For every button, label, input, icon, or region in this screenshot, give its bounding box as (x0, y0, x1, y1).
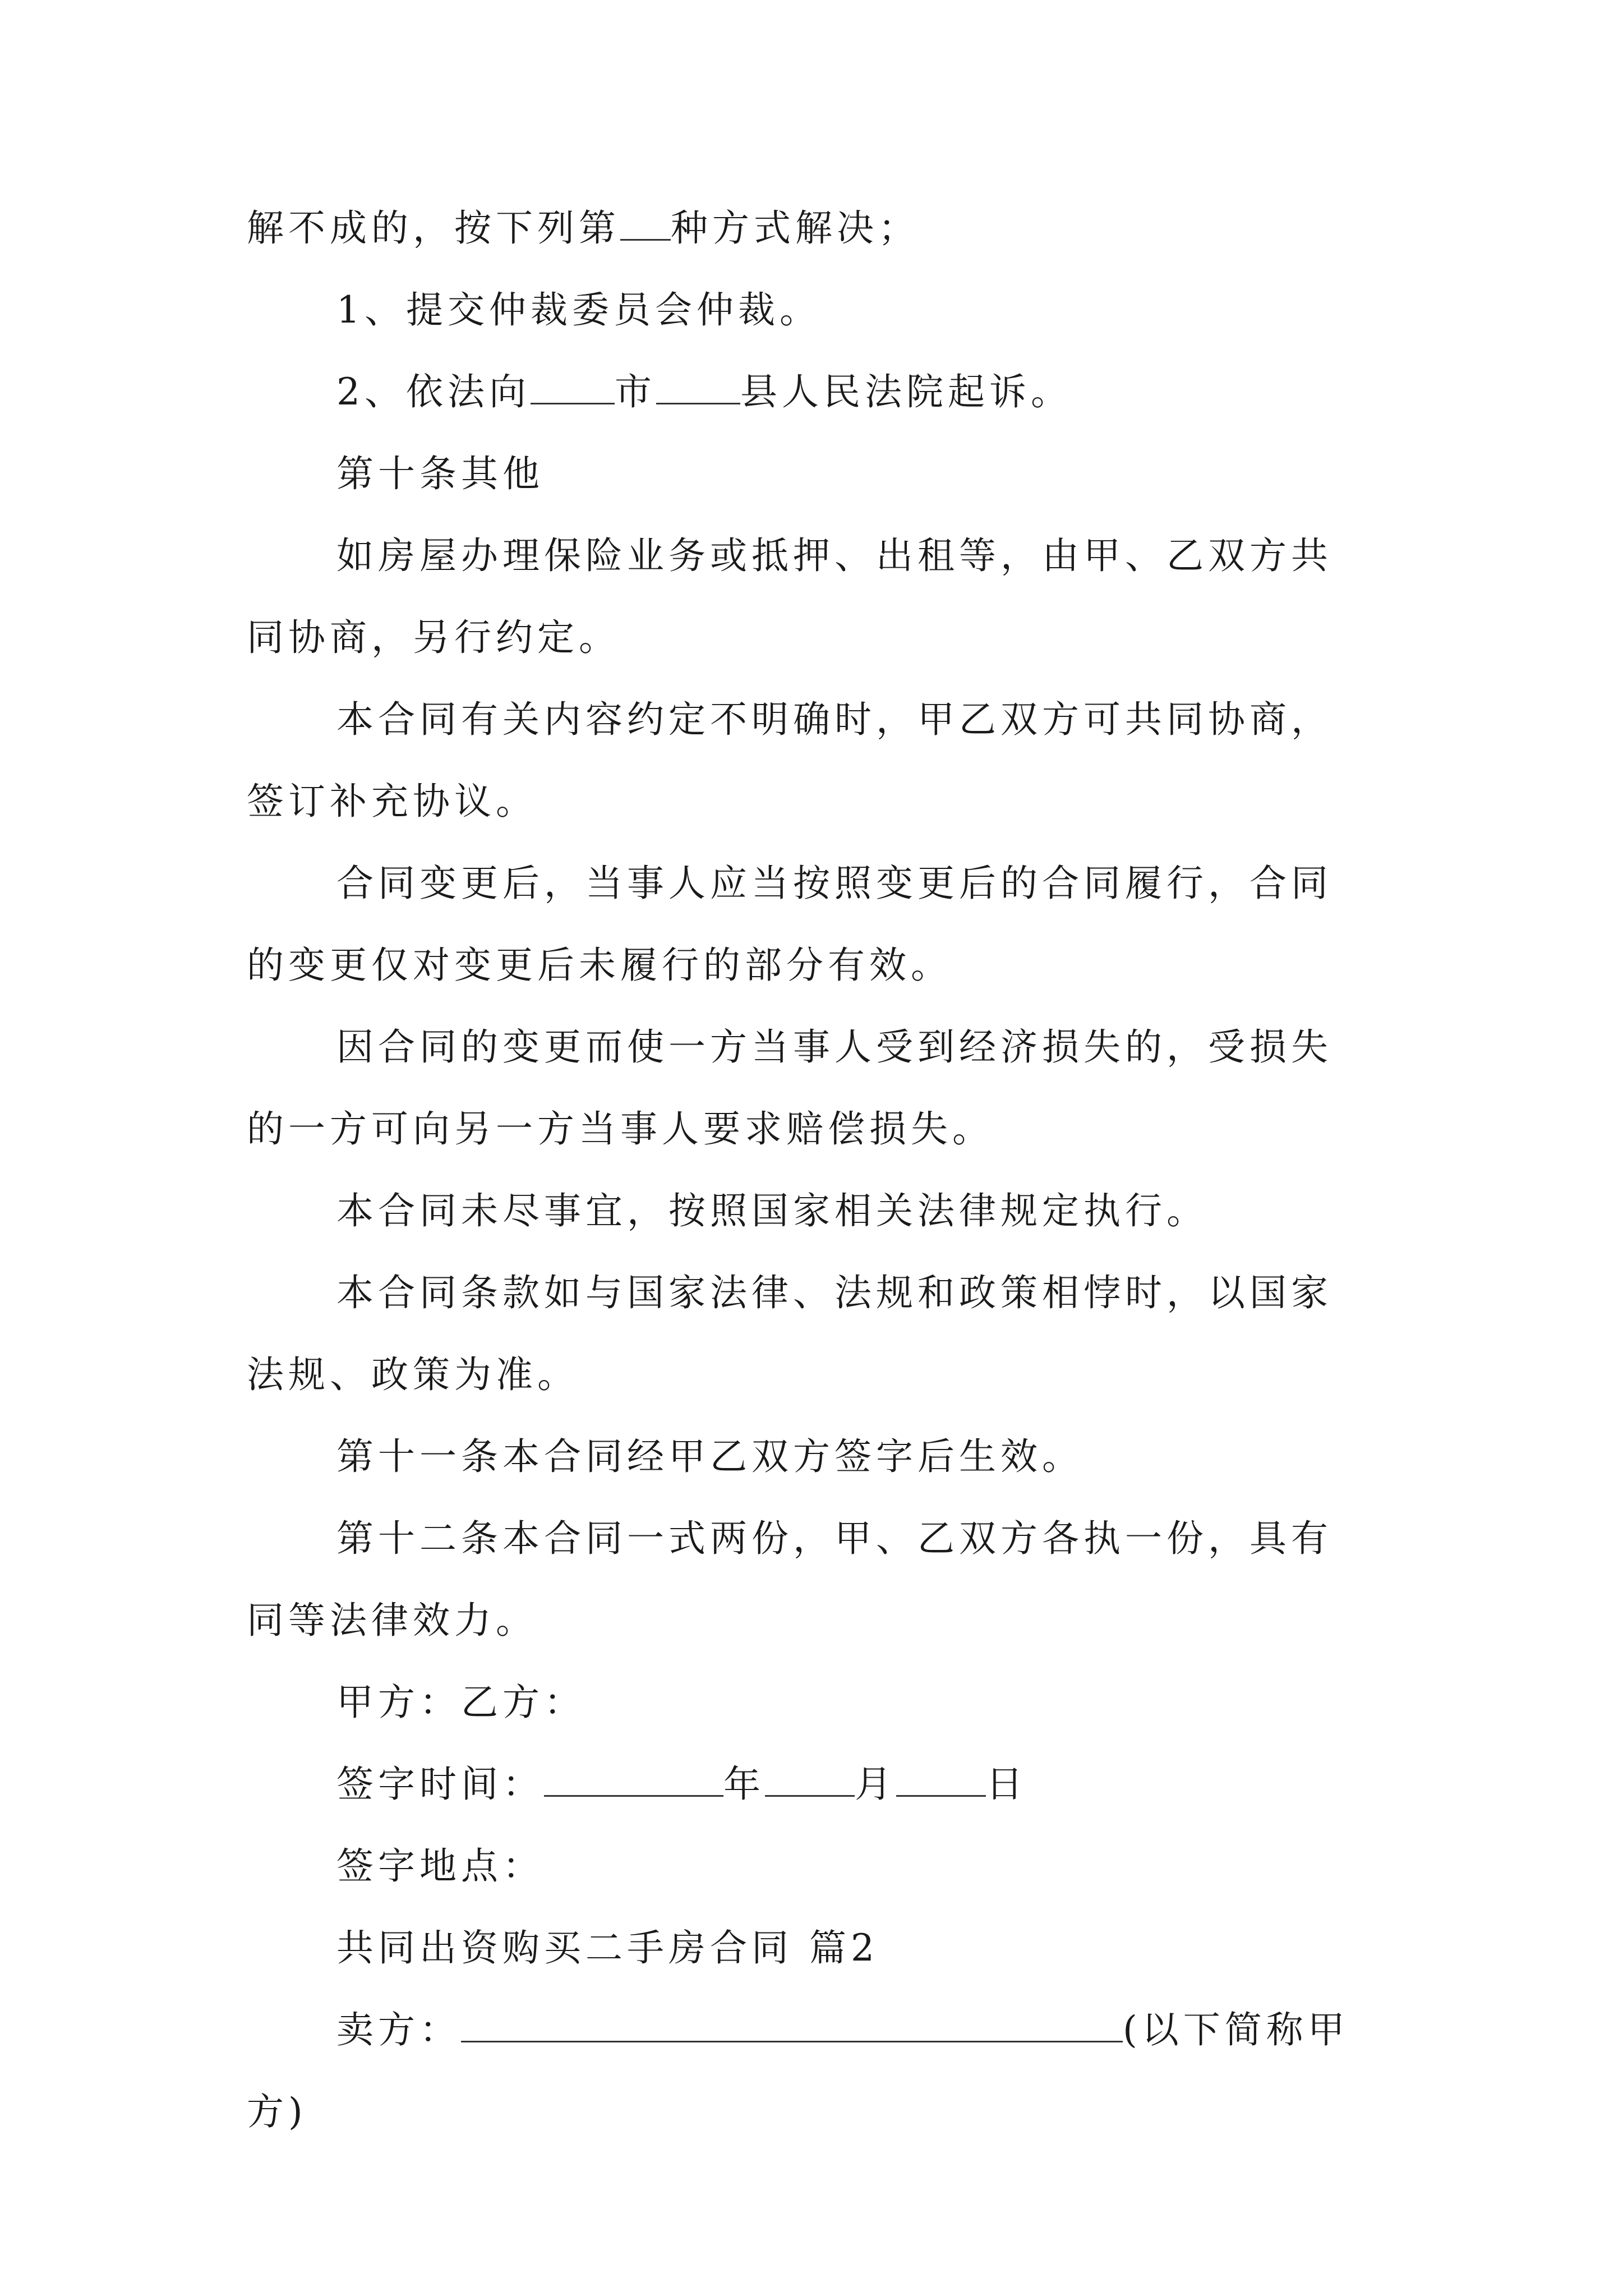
text-line (336, 367, 1072, 417)
text-line: 同等法律效力。 (247, 1599, 537, 1642)
text-line: 方) (247, 2090, 307, 2133)
text-segment: 卖方： (336, 2008, 461, 2051)
text-segment: 年 (723, 1763, 765, 1806)
text-segment: 种方式解决； (671, 206, 920, 250)
text-segment: 解不成的，按下列第 (247, 206, 620, 250)
seller-line (336, 2005, 1349, 2055)
text-line: 本合同条款如与国家法律、法规和政策相悖时，以国家 (336, 1271, 1332, 1314)
fill-in-blank (656, 370, 740, 404)
text-line: 法规、政策为准。 (247, 1353, 579, 1396)
text-line: 的一方可向另一方当事人要求赔偿损失。 (247, 1107, 994, 1151)
signature-parties: 甲方：乙方： (336, 1681, 585, 1724)
text-segment: 2、依法向 (336, 370, 531, 413)
text-line: 如房屋办理保险业务或抵押、出租等，由甲、乙双方共 (336, 534, 1332, 577)
text-segment: 日 (986, 1763, 1027, 1806)
text-line: 的变更仅对变更后未履行的部分有效。 (247, 944, 952, 987)
fill-in-blank (896, 1763, 986, 1797)
fill-in-blank (765, 1763, 855, 1797)
text-line: 合同变更后，当事人应当按照变更后的合同履行，合同 (336, 862, 1332, 905)
signing-date-line (336, 1759, 1027, 1810)
fill-in-blank (620, 206, 671, 241)
text-segment: 月 (855, 1763, 896, 1806)
text-line (247, 203, 920, 254)
text-line: 因合同的变更而使一方当事人受到经济损失的，受损失 (336, 1025, 1332, 1069)
text-line: 第十二条本合同一式两份，甲、乙双方各执一份，具有 (336, 1517, 1332, 1560)
contract-title: 共同出资购买二手房合同 篇2 (336, 1926, 879, 1970)
signing-place-line: 签字地点： (336, 1844, 544, 1888)
text-line: 同协商，另行约定。 (247, 616, 620, 659)
fill-in-blank (544, 1763, 723, 1797)
text-line: 本合同未尽事宜，按照国家相关法律规定执行。 (336, 1189, 1208, 1232)
text-segment: 县人民法院起诉。 (740, 370, 1072, 413)
fill-in-blank (461, 2008, 1123, 2042)
fill-in-blank (531, 370, 615, 404)
text-segment: 签字时间： (336, 1763, 544, 1806)
text-segment: 市 (615, 370, 656, 413)
text-line: 第十一条本合同经甲乙双方签字后生效。 (336, 1435, 1083, 1478)
section-heading: 第十条其他 (336, 452, 544, 495)
text-line: 本合同有关内容约定不明确时，甲乙双方可共同协商， (336, 698, 1332, 741)
text-line: 签订补充协议。 (247, 780, 537, 823)
text-segment: (以下简称甲 (1123, 2008, 1349, 2051)
text-line: 1、提交仲裁委员会仲裁。 (336, 288, 821, 332)
